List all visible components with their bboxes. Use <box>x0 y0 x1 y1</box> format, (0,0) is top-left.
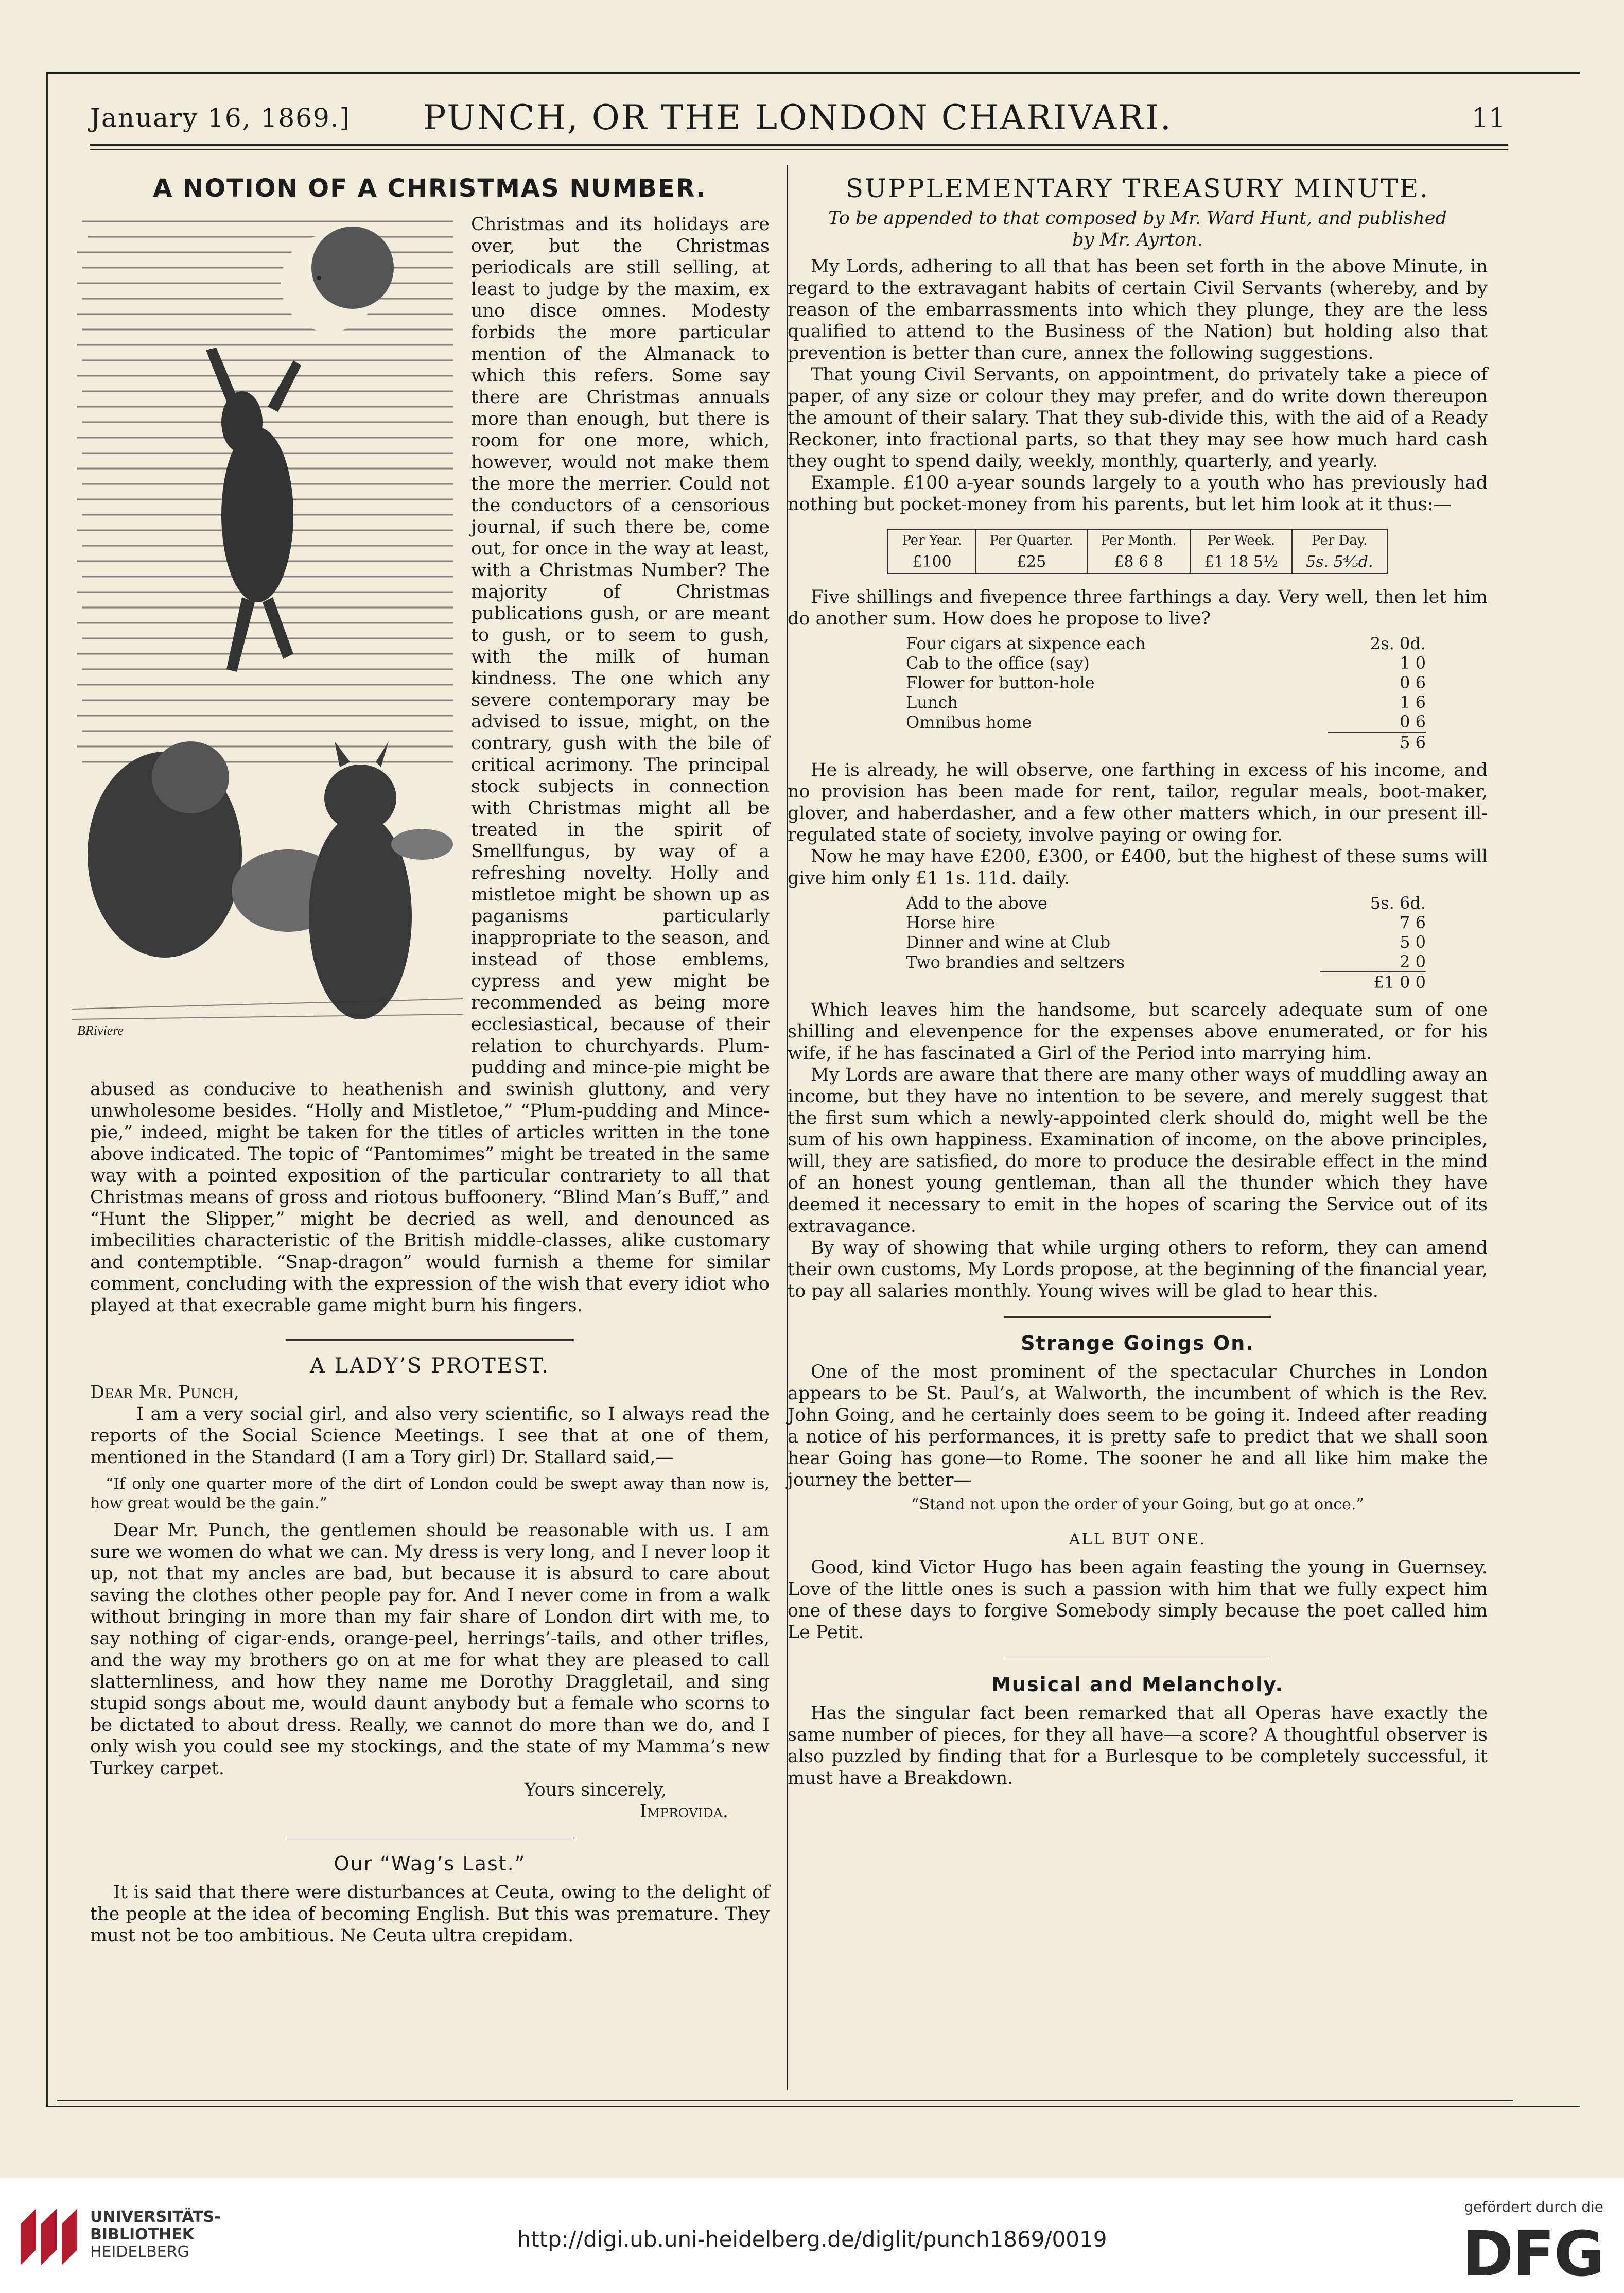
issue-date: January 16, 1869.] <box>90 103 351 133</box>
expenses-list-1 <box>906 634 1426 752</box>
budget-header: Per Quarter. <box>976 529 1087 551</box>
expense-total-row: 5 6 <box>906 732 1426 752</box>
library-name: UNIVERSITÄTS- BIBLIOTHEK HEIDELBERG <box>90 2208 221 2261</box>
page-number: 11 <box>1471 103 1506 134</box>
budget-header: Per Week. <box>1190 529 1292 551</box>
separator <box>286 1339 574 1341</box>
musical-body: Has the singular fact been remarked that all Operas have exactly the same number of pieces, for they all have—a score? A thoughtful observer is also puzzled by finding that for a Burlesque to be completely successful, it must have a Breakdown. <box>788 1703 1488 1788</box>
treasury-para5: He is already, he will observe, one farthing in excess of his income, and no provision has been made for rent, tailor, regular meals, boot-maker, glover, and haberdasher, and a few other matters which, in our present ill-regulated state of society, involve paying or owing for. <box>788 760 1488 845</box>
budget-header: Per Day. <box>1292 529 1387 551</box>
masthead-title: PUNCH, OR THE LONDON CHARIVARI. <box>423 98 1173 137</box>
expense-row: Flower for button-hole 0 6 <box>906 673 1426 692</box>
wags-last-body: It is said that there were disturbances at Ceuta, owing to the delight of the people at the idea of becoming English. But this was premature. They must not be too ambitious. Ne Ceuta ultra crepidam. <box>90 1882 770 1946</box>
page-frame-left <box>46 72 48 2106</box>
digitization-footer <box>0 2178 1624 2293</box>
lady-protest-title: A LADY’S PROTEST. <box>310 1354 550 1378</box>
illustration-float <box>90 214 471 1073</box>
christmas-article-title: A NOTION OF A CHRISTMAS NUMBER. <box>153 174 707 203</box>
lady-protest-para1: I am a very social girl, and also very scientific, so I always read the reports of the Social Science Meetings. I see that at one of them, mentioned in the Standard (I am a Tory girl) Dr. Stallard said,— <box>90 1404 770 1468</box>
dfg-logo: DFG <box>1462 2219 1603 2290</box>
expense-row: Horse hire 7 6 <box>906 913 1426 932</box>
expenses-list-2 <box>906 893 1426 992</box>
separator <box>1004 1658 1271 1659</box>
illustration-signature: BRiviere <box>77 1023 124 1038</box>
musical-title: Musical and Melancholy. <box>991 1673 1284 1696</box>
expense-row: Two brandies and seltzers 2 0 <box>906 952 1426 972</box>
treasury-para1: My Lords, adhering to all that has been set forth in the above Minute, in regard to the extravagant habits of certain Civil Servants (whereby, and by reason of the embarrassments into which they plunge, they are the less qualified to attend to the Business of the Nation) but holding also that prevention is better than cure, annex the following suggestions. <box>788 256 1488 363</box>
running-head <box>90 98 1506 139</box>
expense-total-row: £1 0 0 <box>906 972 1426 992</box>
budget-value: £100 <box>888 551 975 574</box>
salary-breakdown-table <box>887 529 1387 574</box>
budget-value: 5s. 5⅘d. <box>1292 551 1387 574</box>
treasury-para9: By way of showing that while urging others to reform, they can amend their own customs, My Lords propose, at the beginning of the financial year, to pay all salaries monthly. Young wives will be glad to hear this. <box>788 1238 1488 1301</box>
page-frame-top <box>46 72 1580 74</box>
strange-goings-title: Strange Goings On. <box>1021 1332 1254 1354</box>
page-frame-bottom <box>46 2106 1580 2107</box>
treasury-para2: That young Civil Servants, on appointment, do privately take a piece of paper, of any size or colour they may prefer, and do write down thereupon the amount of their salary. That they sub-divide this, with the aid of a Ready Reckoner, into fractional parts, so that they may see how much hard cash they ought to spend daily, weekly, monthly, quarterly, and yearly. <box>788 364 1488 472</box>
budget-value: £25 <box>976 551 1087 574</box>
strange-goings-quote: “Stand not upon the order of your Going, but go at once.” <box>911 1496 1364 1514</box>
budget-header: Per Year. <box>888 529 975 551</box>
budget-header: Per Month. <box>1087 529 1191 551</box>
treasury-para4: Five shillings and fivepence three farthings a day. Very well, then let him do another sum. How does he propose to live? <box>788 587 1488 629</box>
treasury-para3: Example. £100 a-year sounds largely to a youth who has previously had nothing but pocket-money from his parents, but let him look at it thus:— <box>788 473 1488 515</box>
all-but-one-body: Good, kind Victor Hugo has been again feasting the young in Guernsey. Love of the little ones is such a passion with him that we fully expect him one of these days to forgive Somebody simply because the poet called him Le Petit. <box>788 1557 1488 1643</box>
wags-last-title: Our “Wag’s Last.” <box>334 1852 526 1875</box>
treasury-subtitle-2: by Mr. Ayrton. <box>1072 230 1203 250</box>
treasury-title: SUPPLEMENTARY TREASURY MINUTE. <box>845 173 1430 203</box>
expense-row: Add to the above 5s. 6d. <box>906 893 1426 913</box>
budget-value: £8 6 8 <box>1087 551 1191 574</box>
treasury-para7: Which leaves him the handsome, but scarcely adequate sum of one shilling and elevenpence for the expenses above enumerated, or for his wife, if he has fascinated a Girl of the Period into marrying him. <box>788 1000 1488 1064</box>
lady-protest-salutation: Dear Mr. Punch, <box>90 1382 239 1403</box>
right-column <box>788 173 1488 1789</box>
source-url-link[interactable]: http://digi.ub.uni-heidelberg.de/diglit/punch1869/0019 <box>517 2227 1107 2252</box>
lady-protest-signature: Improvida. <box>639 1801 728 1822</box>
strange-goings-body: One of the most prominent of the spectacular Churches in London appears to be St. Paul’s, at Walworth, the incumbent of which is the Rev. John Going, and he certainly does seem to be going it. Indeed after reading a notice of his performances, it is pretty safe to predict that we shall soon hear Going has gone—to Rome. The sooner he and all like him make the journey the better— <box>788 1362 1488 1490</box>
christmas-article-body: Christmas and its holidays are over, but the Christmas periodicals are still selling, at least to judge by the maxim, ex uno disce omnes. Modesty forbids the more particular mention of the Almanack to which this refers. Some say there are Christmas annuals more than enough, but there is room for one more, which, however, would not make them the more the merrier. Could not the conductors of a censorious journal, if such there be, come out, for once in the way at least, with a Christmas Number? The majority of Christmas publications gush, or are meant to gush, or to seem to gush, with the milk of human kindness. The one which any severe contemporary may be advised to issue, might, on the contrary, gush with the bile of critical acrimony. The principal stock subjects in connection with Christmas might all be treated in the spirit of Smellfungus, by way of a refreshing novelty. Holly and mistletoe might be shown up as paganisms particularly inappropriate to the season, and instead of those emblems, cypress and yew might be recommended as being more ecclesiastical, because of their relation to churchyards. Plum-pudding and mince-pie might be abused as conducive to heathenish and swinish gluttony, and very unwholesome besides. “Holly and Mistletoe,” “Plum-pudding and Mince-pie,” indeed, might be taken for the titles of articles written in the tone above indicated. The topic of “Pantomimes” might be treated in the same way with a pointed exposition of the particular contrariety to all that Christmas means of gross and riotous buffoonery. “Blind Man’s Buff,” and “Hunt the Slipper,” might be decried as well, and denounced as imbecilities characteristic of the British middle-classes, alike customary and contemptible. “Snap-dragon” would furnish a theme for similar comment, concluding with the expression of the wish that every idiot who played at that execrable game might burn his fingers. <box>90 214 770 1316</box>
all-but-one-title: ALL BUT ONE. <box>1069 1531 1207 1549</box>
expense-row: Dinner and wine at Club 5 0 <box>906 932 1426 952</box>
left-column <box>90 174 770 1947</box>
header-rule-thin <box>90 149 1508 150</box>
expense-row: Omnibus home 0 6 <box>906 712 1426 732</box>
lady-protest-quote: “If only one quarter more of the dirt of London could be swept away than now is, how great would be the gain.” <box>90 1475 770 1513</box>
budget-value: £1 18 5½ <box>1190 551 1292 574</box>
page-bottom-rule <box>57 2100 1513 2101</box>
lady-protest-para2: Dear Mr. Punch, the gentlemen should be reasonable with us. I am sure we women do what we can. My dress is very long, and I never loop it up, not that my ancles are bad, but because it is absurd to care about saving the clothes other people pay for. And I never come in from a walk without bringing in more than my fair share of London dirt with me, to say nothing of cigar-ends, orange-peel, herrings’-tails, and other trifles, and the way my brothers go on at me for what they are pleased to call slatternliness, and how they name me Dorothy Draggletail, and sing stupid songs about me, would daunt anybody but a female who scorns to be dictated to about dress. Really, we cannot do more than we do, and I only wish you could see my stockings, and the state of my Mamma’s new Turkey carpet. <box>90 1520 770 1779</box>
funding-note: gefördert durch die <box>1464 2198 1603 2215</box>
expense-row: Lunch 1 6 <box>906 692 1426 712</box>
treasury-para6: Now he may have £200, £300, or £400, but the highest of these sums will give him only £1 1s. 11d. daily. <box>788 846 1488 889</box>
separator <box>1004 1316 1271 1318</box>
expense-row: Four cigars at sixpence each 2s. 0d. <box>906 634 1426 653</box>
treasury-para8: My Lords are aware that there are many other ways of muddling away an income, but they have no intention to be severe, and merely suggest that the first sum which a newly-appointed clerk should do, might well be the sum of his own happiness. Examination of income, on the above principles, will, they are satisfied, do more to produce the desirable effect in the mind of an honest young gentleman, than all the thunder which they have deemed it necessary to emit in the hopes of scaring the Service out of its extravagance. <box>788 1065 1488 1237</box>
lady-protest-closing: Yours sincerely, <box>524 1780 667 1800</box>
header-rule <box>90 144 1508 146</box>
treasury-subtitle-1: To be appended to that composed by Mr. Ward Hunt, and published <box>828 208 1447 229</box>
separator <box>286 1837 574 1838</box>
expense-row: Cab to the office (say) 1 0 <box>906 653 1426 673</box>
